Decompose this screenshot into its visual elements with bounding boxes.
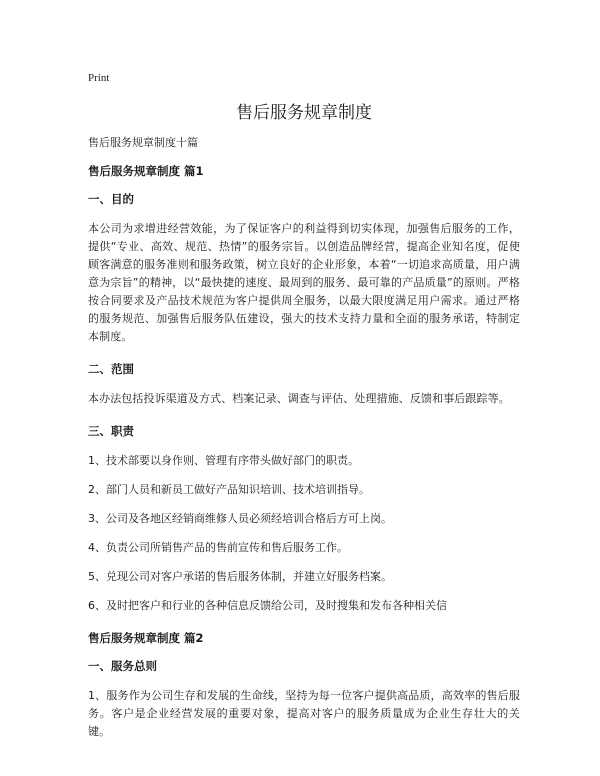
print-link[interactable]: Print xyxy=(88,72,110,84)
document-body xyxy=(88,134,520,755)
section-purpose-heading: 一、目的 xyxy=(88,192,134,206)
duty-item-5: 5、兑现公司对客户承诺的售后服务体制，并建立好服务档案。 xyxy=(88,570,392,583)
duty-item-4: 4、负责公司所销售产品的售前宣传和售后服务工作。 xyxy=(88,541,348,554)
article-1-heading: 售后服务规章制度 篇1 xyxy=(88,164,204,178)
section-service-principles-text: 1、服务作为公司生存和发展的生命线，坚持为每一位客户提供高品质，高效率的售后服务。客户是企业经营发展的重要对象，提高对客户的服务质量成为企业生存壮大的关键。 xyxy=(88,689,520,738)
section-scope-text: 本办法包括投诉渠道及方式、档案记录、调查与评估、处理措施、反馈和事后跟踪等。 xyxy=(88,392,510,405)
section-service-principles-heading: 一、服务总则 xyxy=(88,659,157,673)
duty-item-6: 6、及时把客户和行业的各种信息反馈给公司，及时搜集和发布各种相关信 xyxy=(88,599,447,612)
document-title: 售后服务规章制度 xyxy=(236,103,372,123)
duty-item-2: 2、部门人员和新员工做好产品知识培训、技术培训指导。 xyxy=(88,483,370,496)
document-subtitle: 售后服务规章制度十篇 xyxy=(88,136,198,149)
section-scope-heading: 二、范围 xyxy=(88,362,134,376)
duty-item-1: 1、技术部要以身作则、管理有序带头做好部门的职责。 xyxy=(88,454,359,467)
section-purpose-text: 本公司为求增进经营效能，为了保证客户的利益得到切实体现，加强售后服务的工作，提供“专业、高效、规范、热情”的服务宗旨。以创造品牌经营，提高企业知名度，促使顾客满意的服务准则和服务政策，树立良好的企业形象，本着“一切追求高质量，用户满意为宗旨”的精神，以“最快捷的速度、最周到的服务、最可靠的产品质量”的原则。严格按合同要求及产品技术规范为客户提供周全服务，以最大限度满足用户需求。通过严格的服务规范、加强售后服务队伍建设，强大的技术支持力量和全面的服务承诺，特制定本制度。 xyxy=(88,222,520,343)
duty-item-3: 3、公司及各地区经销商维修人员必须经培训合格后方可上岗。 xyxy=(88,512,392,525)
article-2-heading: 售后服务规章制度 篇2 xyxy=(88,631,204,645)
section-duties-heading: 三、职责 xyxy=(88,424,134,438)
